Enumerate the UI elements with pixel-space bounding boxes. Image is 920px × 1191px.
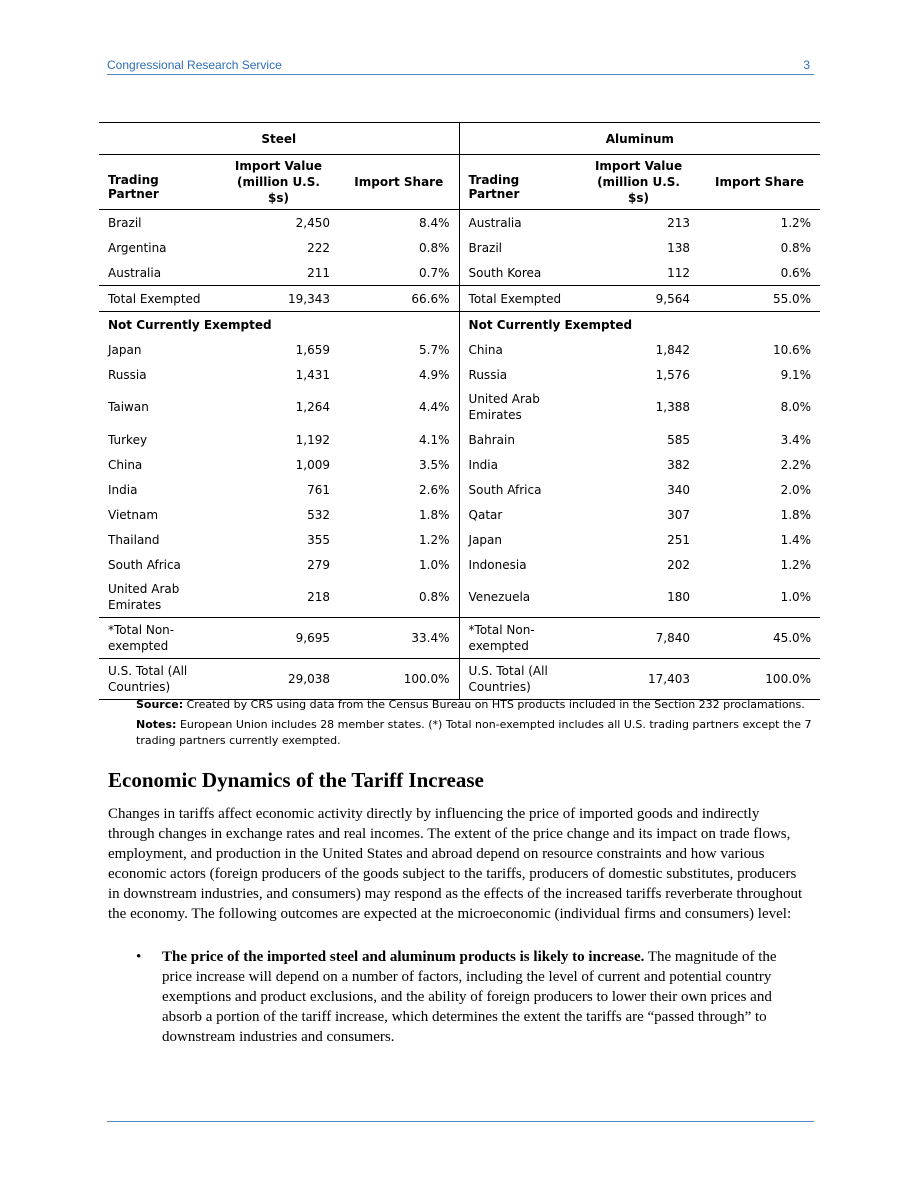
page-header [107, 58, 814, 75]
col-import-share: Import Share [354, 175, 444, 189]
cell-value: 251 [667, 532, 691, 547]
cell-share: 5.7% [419, 342, 450, 357]
cell-share: 9.1% [780, 367, 812, 382]
cell-partner: Taiwan [108, 400, 149, 414]
table-row [99, 235, 820, 260]
cell-value: 19,343 [288, 291, 330, 306]
cell-share: 100.0% [403, 672, 450, 686]
cell-partner: Argentina [108, 240, 167, 255]
not-exempted-header-row [99, 312, 820, 338]
cell-partner: Turkey [108, 432, 148, 447]
cell-share: 2.6% [419, 482, 450, 497]
cell-partner: Japan [108, 342, 142, 357]
cell-value: 2,450 [295, 215, 330, 230]
cell-partner: Australia [108, 265, 162, 280]
cell-partner: *Total Non-exempted [108, 623, 175, 653]
import-table [99, 122, 820, 700]
cell-value: 1,192 [295, 432, 330, 447]
col-trading-partner: Trading Partner [108, 173, 159, 201]
not-exempted-label: Not Currently Exempted [108, 317, 272, 332]
cell-partner: China [108, 457, 143, 472]
cell-share: 45.0% [772, 631, 812, 645]
page-number: 3 [803, 58, 810, 72]
cell-value: 585 [667, 432, 691, 447]
source-text: Created by CRS using data from the Census Bureau on HTS products included in the Section 232 proclamations. [186, 698, 805, 711]
cell-share: 66.6% [411, 291, 450, 306]
cell-share: 4.9% [419, 367, 450, 382]
cell-partner: Vietnam [108, 507, 159, 522]
cell-partner: U.S. Total (All Countries) [459, 659, 578, 700]
cell-share: 1.4% [780, 532, 812, 547]
header-org-name: Congressional Research Service [107, 58, 282, 72]
cell-partner: *Total Non-exempted [459, 618, 578, 659]
cell-partner: Japan [459, 527, 578, 552]
table-row [99, 337, 820, 362]
bullet-bold-text: The price of the imported steel and aluminum products is likely to increase. [162, 949, 645, 965]
cell-value: 1,264 [295, 400, 330, 414]
col-import-value-line2: (million U.S. $s) [237, 175, 320, 205]
cell-share: 1.8% [780, 507, 812, 522]
table-row [99, 210, 820, 236]
cell-partner: Brazil [108, 215, 142, 230]
table-row [99, 502, 820, 527]
cell-share: 2.2% [780, 457, 812, 472]
cell-value: 7,840 [655, 631, 691, 645]
source-label: Source: [136, 698, 184, 711]
cell-share: 8.4% [419, 215, 450, 230]
table-row [99, 387, 820, 427]
cell-value: 1,009 [295, 457, 330, 472]
cell-share: 1.2% [780, 215, 812, 230]
table-row [99, 552, 820, 577]
cell-partner: China [459, 337, 578, 362]
cell-partner: Qatar [459, 502, 578, 527]
cell-share: 10.6% [772, 342, 812, 357]
col-import-value [218, 155, 339, 210]
col-trading-partner: Trading Partner [459, 155, 578, 210]
table-group-header [99, 123, 820, 155]
source-line [136, 697, 816, 713]
table-source-notes [136, 697, 816, 753]
cell-share: 0.8% [419, 590, 450, 604]
cell-value: 202 [667, 557, 691, 572]
cell-partner: Bahrain [459, 427, 578, 452]
cell-value: 213 [667, 215, 691, 230]
table-row [99, 477, 820, 502]
cell-share: 1.2% [780, 557, 812, 572]
cell-share: 4.4% [419, 400, 450, 414]
notes-text: European Union includes 28 member states. (*) Total non-exempted includes all U.S. trading partners except the 7 trading partners currently exempted. [136, 718, 812, 747]
cell-value: 279 [307, 557, 330, 572]
notes-line [136, 717, 816, 749]
group-steel: Steel [261, 131, 297, 146]
body-paragraph: Changes in tariffs affect economic activity directly by influencing the price of imported goods and indirectly through changes in exchange rates and real incomes. The extent of the price change and its impact on trade flows, employment, and production in the United States and abroad depend on resource constraints and how various economic actors (foreign producers of the goods subject to the tariffs, producers of domestic substitutes, producers in downstream industries, and consumers) may respond as the effects of the increased tariffs reverberate throughout the economy. The following outcomes are expected at the microeconomic (individual firms and consumers) level: [108, 806, 803, 922]
cell-partner: United Arab Emirates [459, 387, 578, 427]
cell-partner: Indonesia [459, 552, 578, 577]
cell-partner: India [459, 452, 578, 477]
cell-share: 55.0% [772, 291, 812, 306]
cell-share: 4.1% [419, 432, 450, 447]
cell-partner: South Korea [459, 260, 578, 286]
cell-value: 761 [307, 482, 330, 497]
table-row [99, 427, 820, 452]
table-row [99, 452, 820, 477]
us-total-row [99, 659, 820, 700]
cell-value: 29,038 [288, 672, 330, 686]
cell-value: 180 [667, 590, 691, 604]
cell-partner: U.S. Total (All Countries) [108, 664, 188, 694]
not-exempted-label: Not Currently Exempted [459, 312, 820, 338]
section-heading: Economic Dynamics of the Tariff Increase [108, 768, 484, 792]
total-nonexempted-row [99, 618, 820, 659]
group-aluminum: Aluminum [459, 123, 820, 155]
cell-value: 9,564 [655, 291, 691, 306]
cell-value: 222 [307, 240, 330, 255]
cell-partner: Russia [108, 367, 147, 382]
cell-value: 1,576 [655, 367, 691, 382]
cell-partner: Australia [459, 210, 578, 236]
cell-partner: South Africa [459, 477, 578, 502]
bullet-icon: • [136, 949, 142, 965]
footer-rule [107, 1121, 814, 1122]
cell-share: 1.8% [419, 507, 450, 522]
cell-share: 0.6% [780, 265, 812, 280]
cell-partner: Venezuela [459, 577, 578, 618]
cell-share: 2.0% [780, 482, 812, 497]
cell-share: 0.8% [780, 240, 812, 255]
cell-partner: United Arab Emirates [108, 582, 180, 612]
col-import-value [578, 155, 699, 210]
cell-partner: Total Exempted [108, 291, 201, 306]
cell-share: 0.7% [419, 265, 450, 280]
table-row [99, 362, 820, 387]
col-import-value-line2: (million U.S. $s) [597, 175, 680, 205]
col-import-value-line1: Import Value [594, 159, 683, 173]
cell-value: 382 [667, 457, 691, 472]
cell-share: 3.5% [419, 457, 450, 472]
cell-share: 1.0% [780, 590, 812, 604]
cell-value: 1,388 [655, 400, 691, 414]
cell-share: 1.2% [419, 532, 450, 547]
cell-value: 17,403 [648, 672, 691, 686]
cell-value: 1,431 [295, 367, 330, 382]
cell-value: 532 [307, 507, 330, 522]
cell-share: 8.0% [780, 400, 812, 414]
col-import-share: Import Share [715, 175, 805, 189]
notes-label: Notes: [136, 718, 177, 731]
cell-share: 3.4% [780, 432, 812, 447]
cell-share: 33.4% [411, 631, 450, 645]
cell-value: 340 [667, 482, 691, 497]
cell-partner: India [108, 482, 138, 497]
cell-value: 307 [667, 507, 691, 522]
cell-partner: Total Exempted [459, 286, 578, 312]
cell-partner: Russia [459, 362, 578, 387]
cell-value: 138 [667, 240, 691, 255]
cell-value: 211 [307, 265, 330, 280]
cell-value: 218 [307, 590, 330, 604]
bullet-plain-text: The magnitude of the price increase will depend on a number of factors, including the level of current and potential country exemptions and product exclusions, and the ability of foreign producers to lower their own prices and absorb a portion of the tariff increase, which determines the extent the tariffs are “passed through” to downstream industries and consumers. [162, 949, 777, 1045]
total-exempted-row [99, 286, 820, 312]
cell-partner: South Africa [108, 557, 181, 572]
cell-share: 100.0% [765, 672, 812, 686]
table-row [99, 260, 820, 286]
cell-partner: Brazil [459, 235, 578, 260]
cell-value: 1,659 [295, 342, 330, 357]
table-column-header [99, 155, 820, 210]
table-row [99, 577, 820, 618]
cell-partner: Thailand [108, 532, 160, 547]
cell-share: 0.8% [419, 240, 450, 255]
cell-value: 355 [307, 532, 330, 547]
col-import-value-line1: Import Value [234, 159, 323, 173]
table-row [99, 527, 820, 552]
cell-value: 9,695 [295, 631, 330, 645]
cell-value: 1,842 [655, 342, 691, 357]
bullet-text [162, 947, 782, 1047]
cell-share: 1.0% [419, 557, 450, 572]
cell-value: 112 [667, 265, 691, 280]
